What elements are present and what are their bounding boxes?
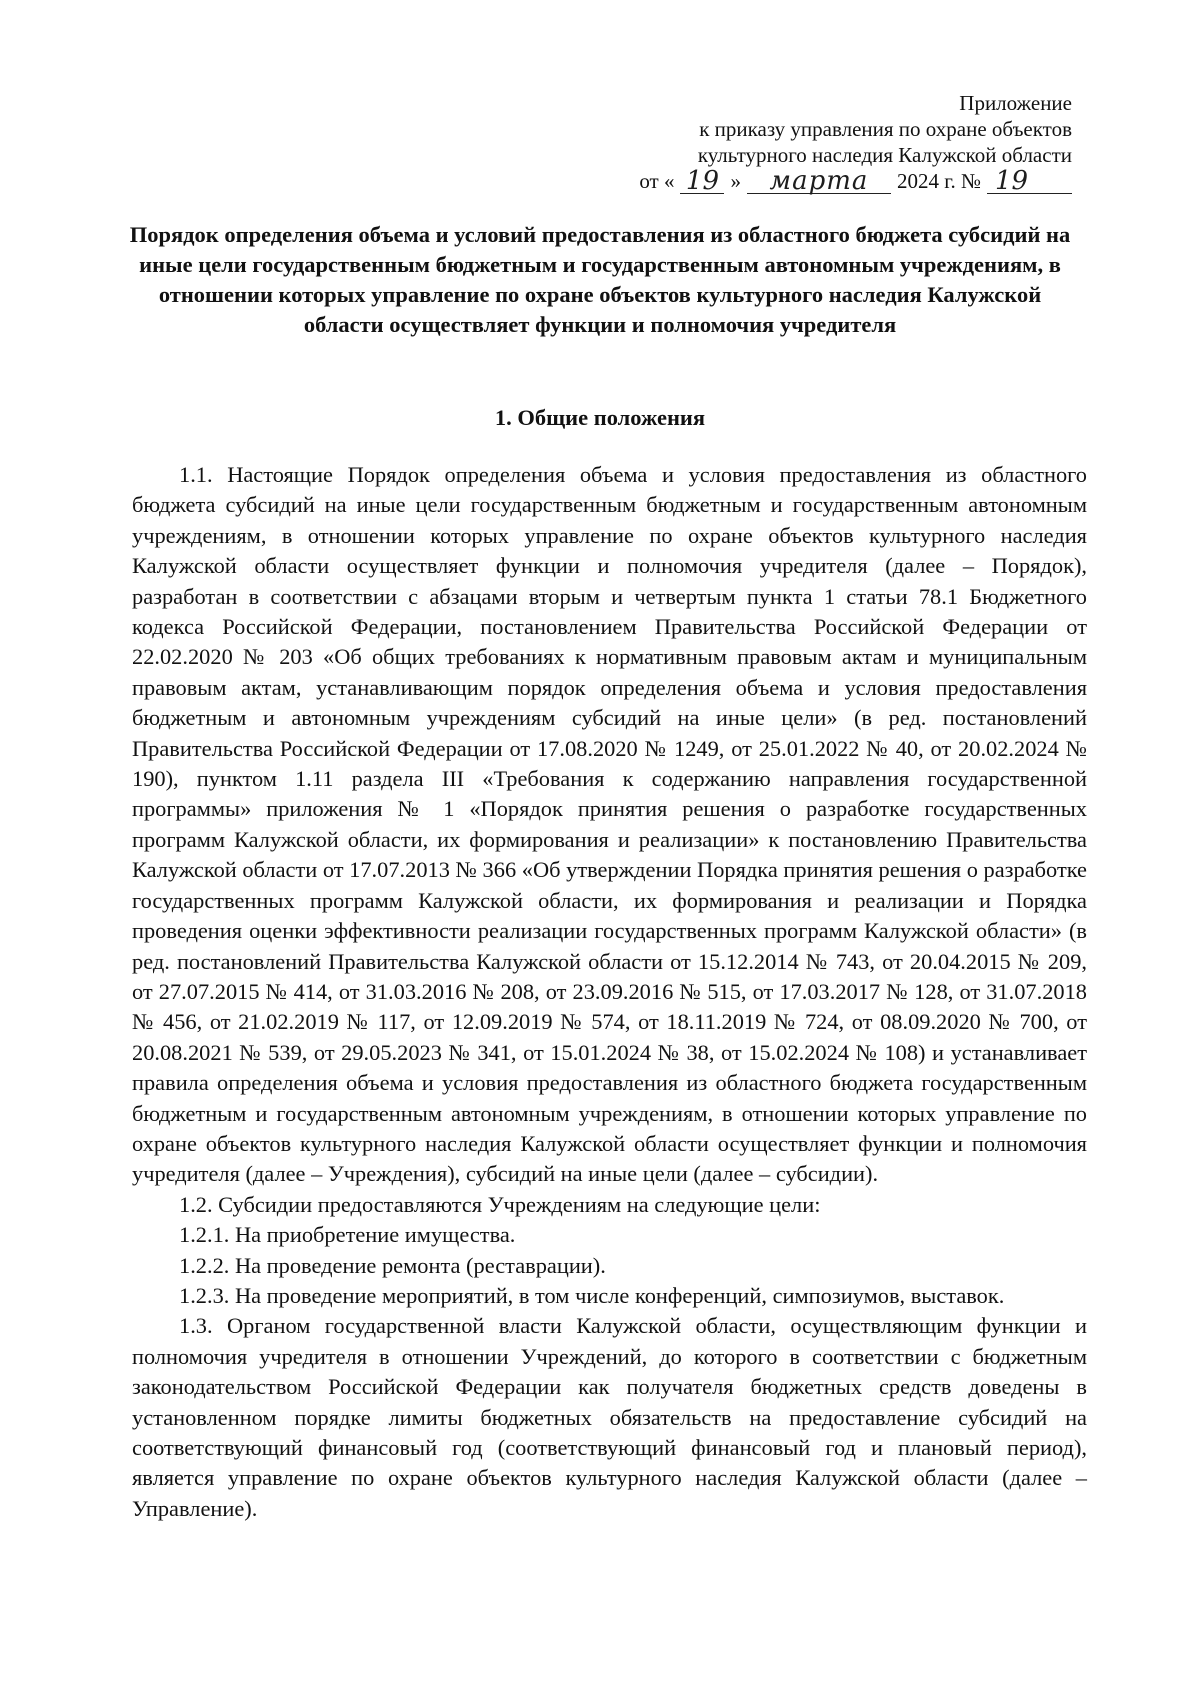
appendix-order-line: к приказу управления по охране объектов [699,117,1072,141]
order-date-line [639,168,1072,194]
paragraph-1-2: 1.2. Субсидии предоставляются Учреждениям на следующие цели: [179,1191,821,1217]
handwritten-day: 19 [680,169,724,194]
date-mid: » [730,169,741,193]
appendix-label: Приложение [959,91,1072,115]
document-body [132,460,1087,1524]
handwritten-month: марта [747,169,891,194]
paragraph-1-2-3: 1.2.3. На проведение мероприятий, в том числе конференций, симпозиумов, выставок. [179,1282,1005,1308]
date-prefix: от « [639,169,675,193]
appendix-header [639,90,1072,194]
section-heading: 1. Общие положения [494,405,706,430]
document-title: Порядок определения объема и условий предоставления из областного бюджета субсидий на иные цели государственным бюджетным и государственным автономным учреждениям, в отношении которых управление по охране объектов культурного наследия Калужской области осуществляет функции и полномочия учредителя [129,222,1071,337]
paragraph-1-3: 1.3. Органом государственной власти Калужской области, осуществляющим функции и полномочия учредителя в отношении Учреждений, до которого в соответствии с бюджетным законодательством Российской Федерации как получателя бюджетных средств доведены в установленном порядке лимиты бюджетных обязательств на предоставление субсидий на соответствующий финансовый год (соответствующий финансовый год и плановый период), является управление по охране объектов культурного наследия Калужской области (далее – Управление). [132,1313,1087,1521]
paragraph-1-2-1: 1.2.1. На приобретение имущества. [179,1222,516,1248]
paragraph-1-2-2: 1.2.2. На проведение ремонта (реставрации). [179,1252,606,1278]
handwritten-order-number: 19 [987,169,1072,194]
appendix-authority-line: культурного наследия Калужской области [697,143,1072,167]
year-number-label: 2024 г. № [896,169,981,193]
paragraph-1-1: 1.1. Настоящие Порядок определения объема и условия предоставления из областного бюджета субсидий на иные цели государственным бюджетным и государственным автономным учреждениям, в отношении которых управление по охране объектов культурного наследия Калужской области осуществляет функции и полномочия учредителя (далее – Порядок), разработан в соответствии с абзацами вторым и четвертым пункта 1 статьи 78.1 Бюджетного кодекса Российской Федерации, постановлением Правительства Российской Федерации от 22.02.2020 № 203 «Об общих требованиях к нормативным правовым актам и муниципальным правовым актам, устанавливающим порядок определения объема и условия предоставления бюджетным и автономным учреждениям субсидий на иные цели» (в ред. постановлений Правительства Российской Федерации от 17.08.2020 № 1249, от 25.01.2022 № 40, от 20.02.2024 № 190), пунктом 1.11 раздела III «Требования к содержанию направления государственной программы» приложения № 1 «Порядок принятия решения о разработке государственных программ Калужской области, их формирования и реализации» к постановлению Правительства Калужской области от 17.07.2013 № 366 «Об утверждении Порядка принятия решения о разработке государственных программ Калужской области, их формирования и реализации и Порядка проведения оценки эффективности реализации государственных программ Калужской области» (в ред. постановлений Правительства Калужской области от 15.12.2014 № 743, от 20.04.2015 № 209, от 27.07.2015 № 414, от 31.03.2016 № 208, от 23.09.2016 № 515, от 17.03.2017 № 128, от 31.07.2018 № 456, от 21.02.2019 № 117, от 12.09.2019 № 574, от 18.11.2019 № 724, от 08.09.2020 № 700, от 20.08.2021 № 539, от 29.05.2023 № 341, от 15.01.2024 № 38, от 15.02.2024 № 108) и устанавливает правила определения объема и условия предоставления из областного бюджета государственным бюджетным и государственным автономным учреждениям, в отношении которых управление по охране объектов культурного наследия Калужской области осуществляет функции и полномочия учредителя (далее – Учреждения), субсидий на иные цели (далее – субсидии). [132,462,1087,1187]
